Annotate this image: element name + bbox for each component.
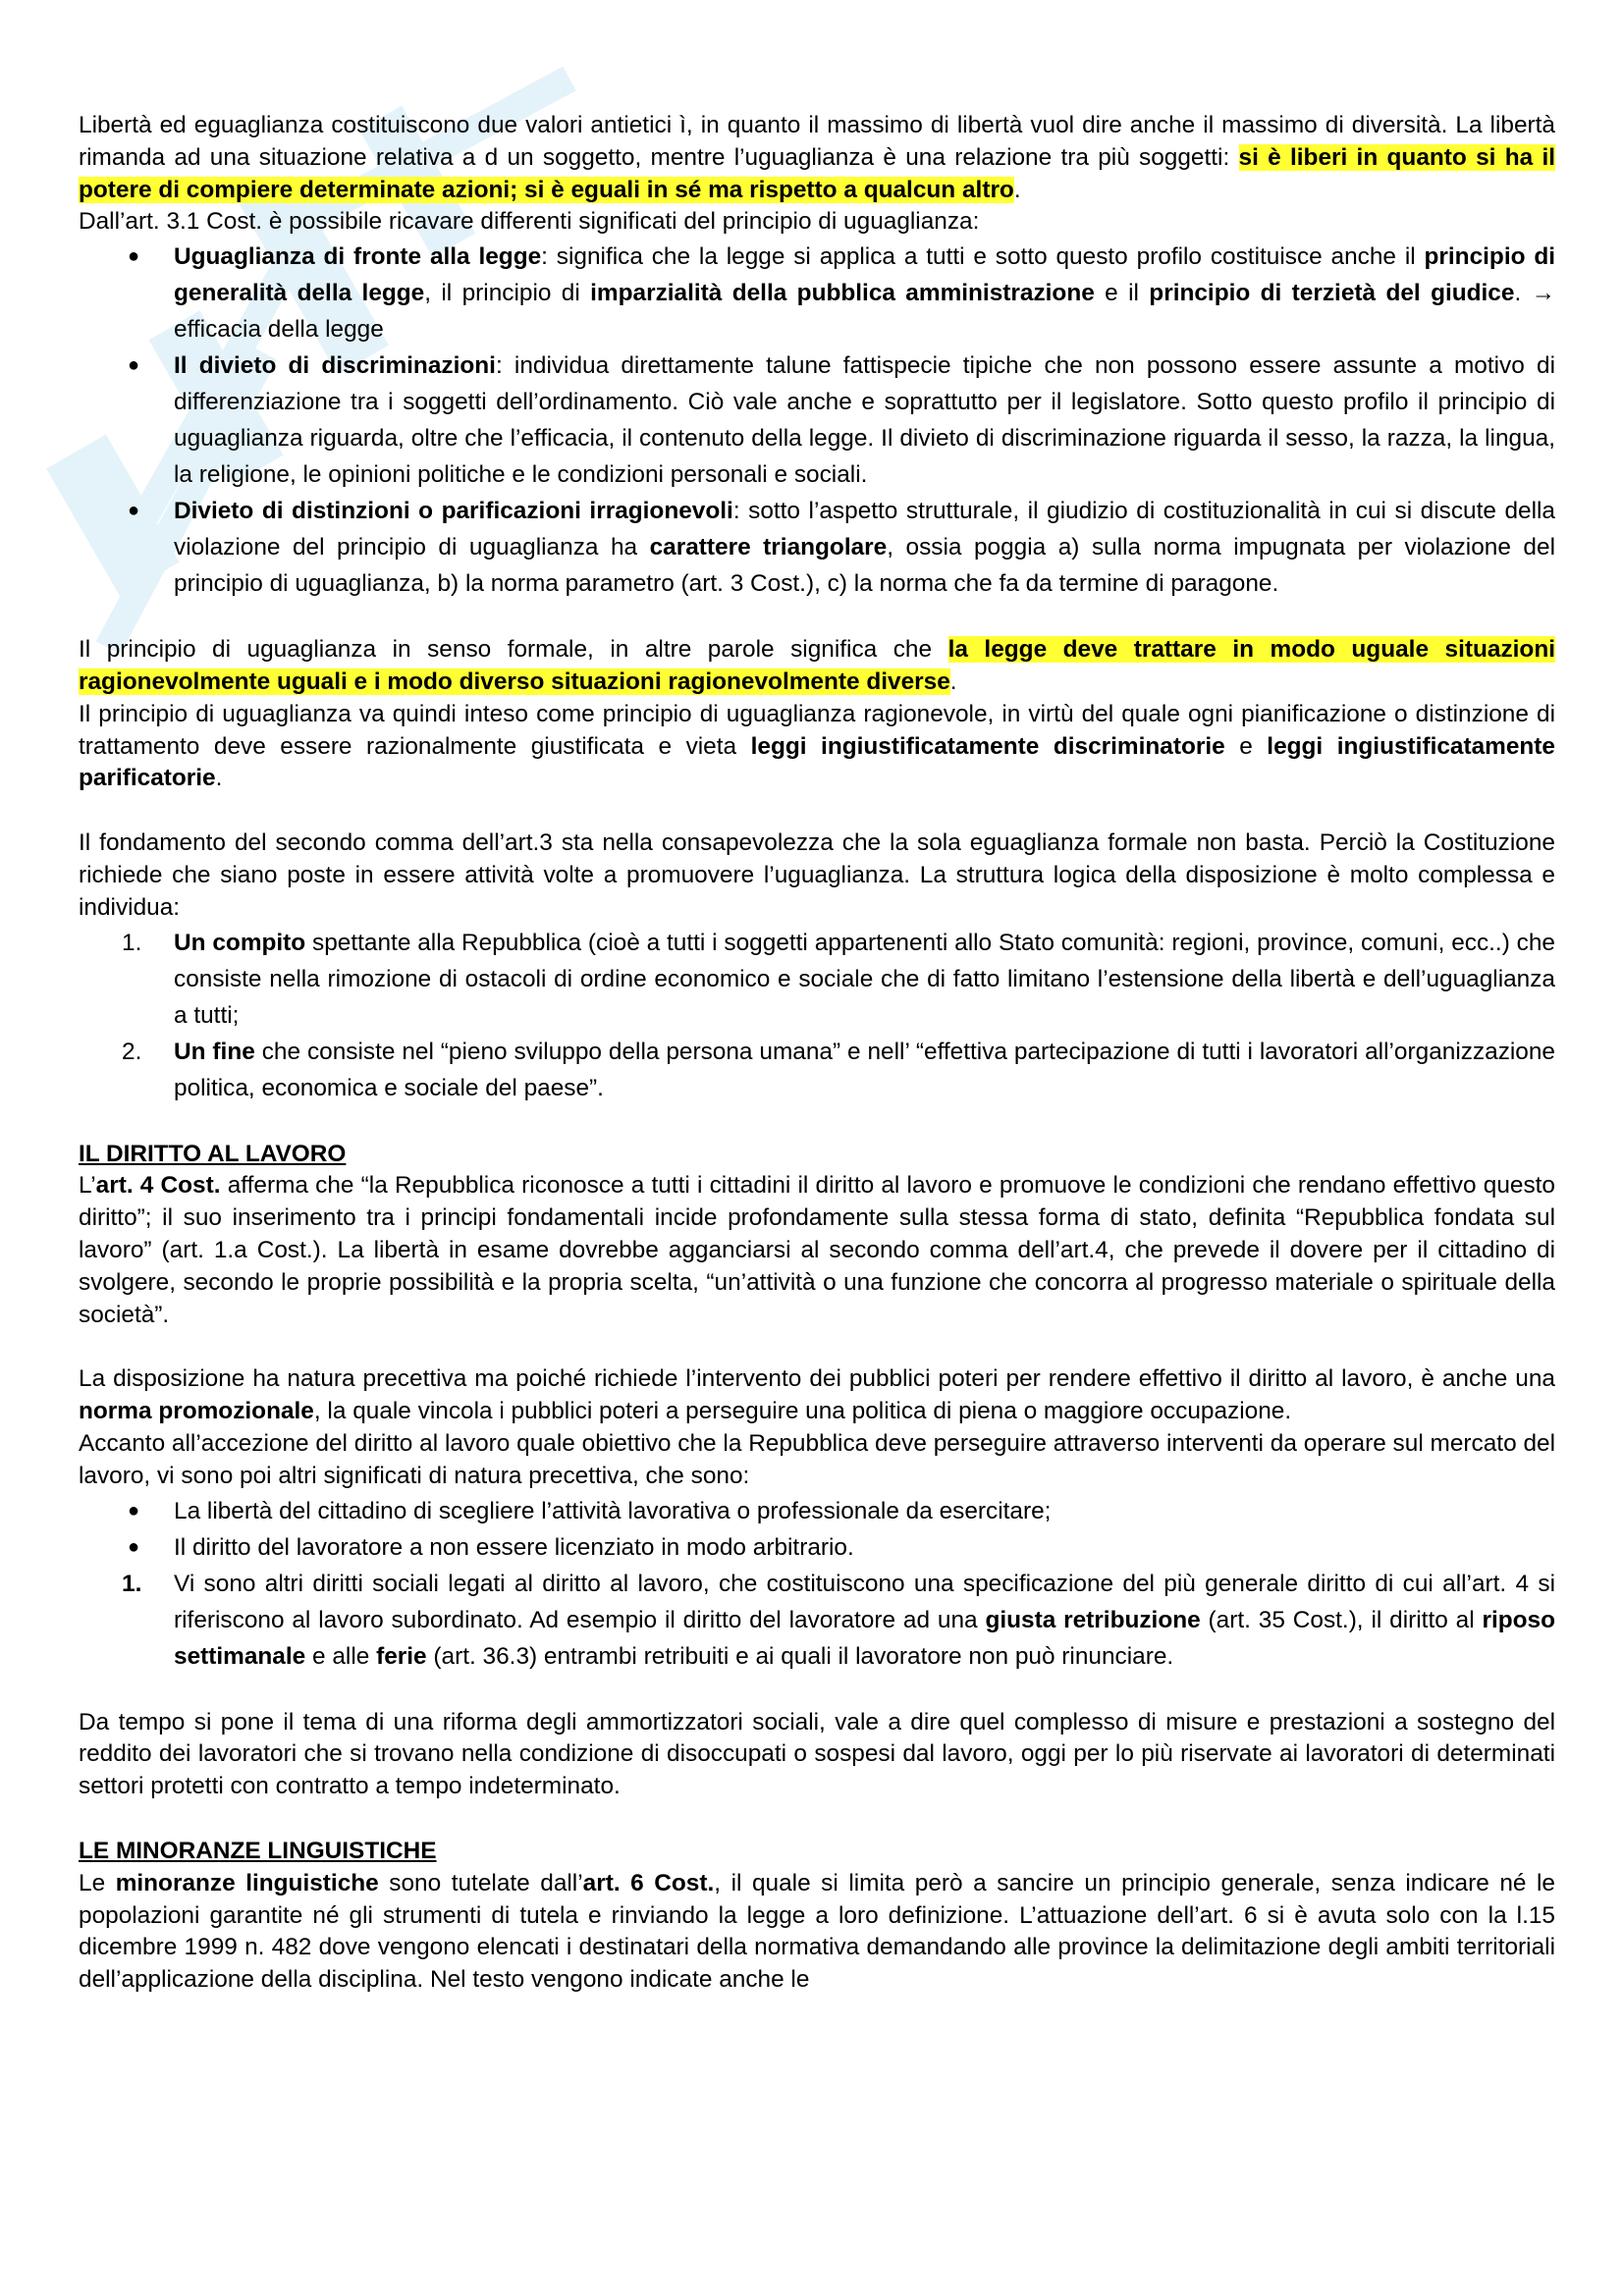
highlight-liberta: si è liberi in quanto si ha il potere di compiere determinate azioni; si è eguali in sé ma rispetto a qualcun altro xyxy=(79,143,1555,203)
list-item: ● Uguaglianza di fronte alla legge: significa che la legge si applica a tutti e sotto questo profilo costituisce anche il principio di generalità della legge, il principio di imparzialità della pubblica amministrazione e il principio di terzietà del giudice. → efficacia della legge xyxy=(79,239,1555,347)
numbered-list-compito xyxy=(79,925,1555,1106)
paragraph-intro: Libertà ed eguaglianza costituiscono due valori antietici ì, in quanto il massimo di libertà vuol dire anche il massimo di diversità. La libertà rimanda ad una situazione relativa a d un soggetto, mentre l’uguaglianza è una relazione tra più soggetti: si è liberi in quanto si ha il potere di compiere determinate azioni; si è eguali in sé ma rispetto a qualcun altro. xyxy=(79,112,1555,203)
paragraph-accanto: Accanto all’accezione del diritto al lavoro quale obiettivo che la Repubblica deve perseguire attraverso interventi da operare sul mercato del lavoro, vi sono poi altri significati di natura precettiva, che sono: xyxy=(79,1429,1555,1489)
highlight-legge: la legge deve trattare in modo uguale situazioni ragionevolmente uguali e i modo diverso situazioni ragionevolmente diverse xyxy=(79,636,1555,695)
list-item: ● La libertà del cittadino di scegliere l’attività lavorativa o professionale da esercitare; xyxy=(79,1493,1555,1529)
bullet-list-uguaglianza xyxy=(79,239,1555,602)
heading-diritto-lavoro: IL DIRITTO AL LAVORO xyxy=(79,1140,347,1167)
list-item: ● Divieto di distinzioni o parificazioni irragionevoli: sotto l’aspetto strutturale, il giudizio di costituzionalità in cui si discute della violazione del principio di uguaglianza ha carattere triangolare, ossia poggia a) sulla norma impugnata per violazione del principio di uguaglianza, b) la norma parametro (art. 3 Cost.), c) la norma che fa da termine di paragone. xyxy=(79,493,1555,602)
bullet-icon: ● xyxy=(128,354,140,377)
bullet-icon: ● xyxy=(128,500,140,522)
paragraph-minoranze: Le minoranze linguistiche sono tutelate dall’art. 6 Cost., il quale si limita però a sancire un principio generale, senza indicare né le popolazioni garantite né gli strumenti di tutela e rinviando la legge a loro definizione. L’attuazione dell’art. 6 si è avuta solo con la l.15 dicembre 1999 n. 482 dove vengono elencati i destinatari della normativa demandando alle province la delimitazione degli ambiti territoriali dell’applicazione della disciplina. Nel testo vengono indicate anche le xyxy=(79,1869,1555,1994)
bullet-icon: ● xyxy=(128,245,140,268)
paragraph-ammortizzatori: Da tempo si pone il tema di una riforma degli ammortizzatori sociali, vale a dire quel complesso di misure e prestazioni a sostegno del reddito dei lavoratori che si trovano nella condizione di disoccupati o sospesi dal lavoro, oggi per lo più riservate ai lavoratori di determinati settori protetti con contratto a tempo indeterminato. xyxy=(79,1708,1555,1800)
paragraph-natura-precettiva: La disposizione ha natura precettiva ma poiché richiede l’intervento dei pubblici poteri per rendere effettivo il diritto al lavoro, è anche una norma promozionale, la quale vincola i pubblici poteri a perseguire una politica di piena o maggiore occupazione. xyxy=(79,1365,1555,1425)
list-item: 2. Un fine che consiste nel “pieno sviluppo della persona umana” e nell’ “effettiva partecipazione di tutti i lavoratori all’organizzazione politica, economica e sociale del paese”. xyxy=(122,1038,1556,1101)
paragraph-secondo-comma: Il fondamento del secondo comma dell’art.3 sta nella consapevolezza che la sola eguaglianza formale non basta. Perciò la Costituzione richiede che siano poste in essere attività volte a promuovere l’uguaglianza. La struttura logica della disposizione è molto complessa e individua: xyxy=(79,829,1555,921)
list-item: ● Il diritto del lavoratore a non essere licenziato in modo arbitrario. xyxy=(79,1529,1555,1566)
list-item: 1. Un compito spettante alla Repubblica (cioè a tutti i soggetti appartenenti allo Stato comunità: regioni, province, comuni, ecc..) che consiste nella rimozione di ostacoli di ordine economico e sociale che di fatto limitano l’estensione della libertà e dell’uguaglianza a tutti; xyxy=(122,929,1555,1029)
list-item: 1. Vi sono altri diritti sociali legati al diritto al lavoro, che costituiscono una specificazione del più generale diritto di cui all’art. 4 si riferiscono al lavoro subordinato. Ad esempio il diritto del lavoratore ad una giusta retribuzione (art. 35 Cost.), il diritto al riposo settimanale e alle ferie (art. 36.3) entrambi retribuiti e ai quali il lavoratore non può rinunciare. xyxy=(122,1570,1556,1670)
list-significati xyxy=(79,1493,1555,1675)
bullet-icon: ● xyxy=(128,1535,140,1558)
paragraph-uguaglianza-formale: Il principio di uguaglianza in senso formale, in altre parole significa che la legge deve trattare in modo uguale situazioni ragionevolmente uguali e i modo diverso situazioni ragionevolmente diverse. xyxy=(79,636,1555,695)
document-page xyxy=(79,110,1555,1997)
heading-minoranze: LE MINORANZE LINGUISTICHE xyxy=(79,1837,437,1864)
bullet-icon: ● xyxy=(128,1499,140,1522)
paragraph-art4: L’art. 4 Cost. afferma che “la Repubblica riconosce a tutti i cittadini il diritto al lavoro e promuove le condizioni che rendano effettivo questo diritto”; il suo inserimento tra i principi fondamentali incide profondamente sulla stessa forma di stato, definita “Repubblica fondata sul lavoro” (art. 1.a Cost.). La libertà in esame dovrebbe agganciarsi al secondo comma dell’art.4, che prevede il dovere per il cittadino di svolgere, secondo le proprie possibilità e la propria scelta, “un’attività o una funzione che concorra al progresso materiale o spirituale della società”. xyxy=(79,1172,1555,1328)
list-item: ● Il divieto di discriminazioni: individua direttamente talune fattispecie tipiche che non possono essere assunte a motivo di differenziazione tra i soggetti dell’ordinamento. Ciò vale anche e soprattutto per il legislatore. Sotto questo profilo il principio di uguaglianza riguarda, oltre che l’efficacia, il contenuto della legge. Il divieto di discriminazione riguarda il sesso, la razza, la lingua, la religione, le opinioni politiche e le condizioni personali e sociali. xyxy=(79,347,1555,493)
paragraph-art3: Dall’art. 3.1 Cost. è possibile ricavare differenti significati del principio di uguaglianza: xyxy=(79,208,980,236)
paragraph-uguaglianza-ragionevole: Il principio di uguaglianza va quindi inteso come principio di uguaglianza ragionevole, in virtù del quale ogni pianificazione o distinzione di trattamento deve essere razionalmente giustificata e vieta leggi ingiustificatamente discriminatorie e leggi ingiustificatamente parificatorie. xyxy=(79,700,1555,792)
